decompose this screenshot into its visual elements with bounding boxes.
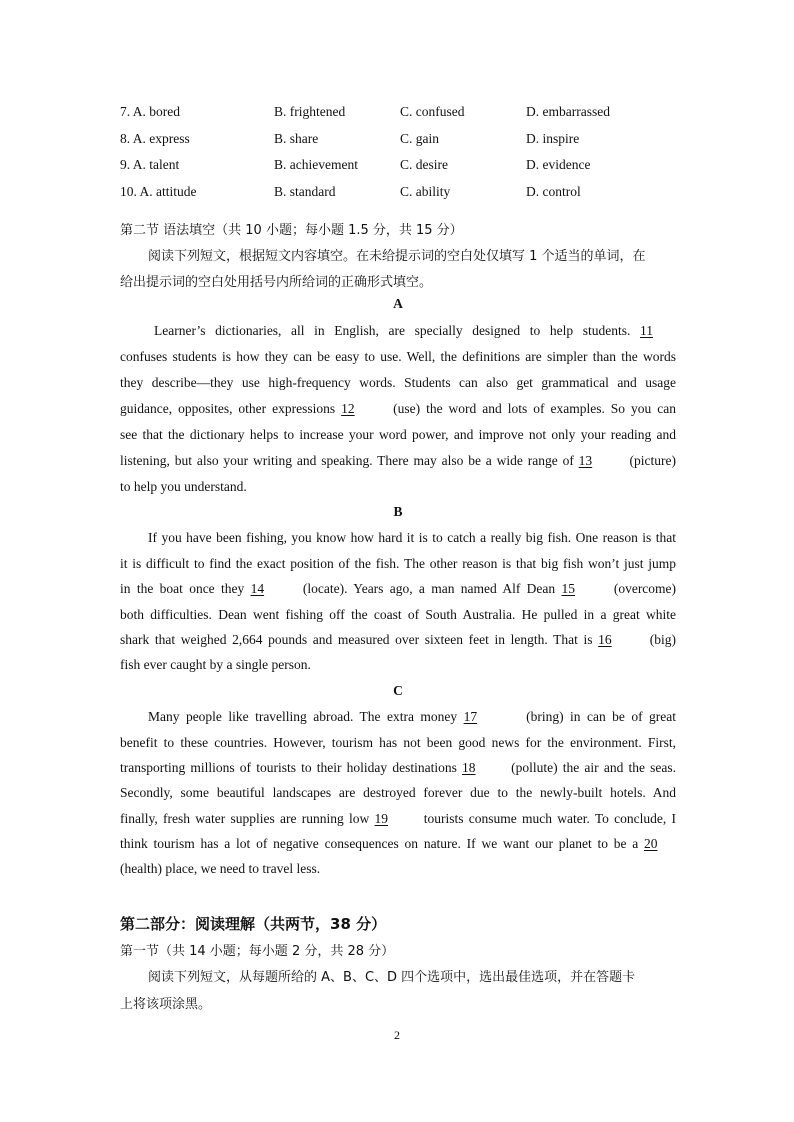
blank-11: 11 [640,323,654,338]
passage-a-line-5: see that the dictionary helps to increase your word power, and improve not only your reading and [120,427,676,442]
blank-18: 18 [461,760,476,775]
option-d: D. control [526,184,581,199]
passage-c-line-3 [120,760,676,776]
option-c: C. desire [400,157,448,172]
part-subheading: 第一节（共 14 小题；每小题 2 分，共 28 分） [120,944,395,959]
text-segment: transporting millions of tourists to their holiday destinations [120,760,457,775]
blank-14: 14 [250,581,265,596]
options-row-7 [120,104,680,124]
passage-c-label: C [393,683,403,698]
passage-a-line-2: confuses students is how they can be easy to use. Well, the definitions are simpler than the words [120,349,676,364]
text-segment: (picture) [629,453,677,468]
text-segment: finally, fresh water supplies are running low [120,811,370,826]
passage-b-line-4: both difficulties. Dean went fishing off the coast of South Australia. He pulled in a great white [120,607,676,622]
section-instructions-2: 给出提示词的空白处用括号内所给词的正确形式填空。 [120,275,433,290]
options-row-9 [120,157,680,177]
blank-20: 20 [644,836,658,851]
option-b: B. standard [274,184,336,199]
option-b: B. share [274,131,319,146]
passage-b-line-5 [120,632,676,648]
passage-a-line-6 [120,453,676,469]
part-instructions-1: 阅读下列短文，从每题所给的 A、B、C、D 四个选项中，选出最佳选项，并在答题卡 [148,970,636,985]
text-segment: listening, but also your writing and speaking. There may also be a wide range of [120,453,574,468]
section-heading: 第二节 语法填空（共 10 小题；每小题 1.5 分，共 15 分） [120,223,463,238]
passage-b-line-3 [120,581,676,597]
text-segment: guidance, opposites, other expressions [120,401,336,416]
option-a: 7. A. bored [120,104,180,119]
text-segment: Learner’s dictionaries, all in English, are specially designed to help students. [154,323,631,338]
passage-a-line-3: they describe—they use high-frequency words. Students can also get grammatical and usage [120,375,676,390]
part-heading: 第二部分：阅读理解（共两节，38 分） [120,915,387,933]
option-d: D. evidence [526,157,591,172]
passage-c-line-5 [120,811,676,827]
blank-12: 12 [341,401,355,416]
passage-b-line-1: If you have been fishing, you know how hard it is to catch a really big fish. One reason is that [148,530,676,545]
passage-c-line-6 [120,836,676,852]
section-instructions-1: 阅读下列短文，根据短文内容填空。在未给提示词的空白处仅填写 1 个适当的单词，在 [148,249,646,264]
passage-a-line-7: to help you understand. [120,479,247,494]
blank-13: 13 [578,453,593,468]
text-segment: think tourism has a lot of negative consequences on nature. If we want our planet to be a [120,836,639,851]
passage-c-line-7: (health) place, we need to travel less. [120,861,321,876]
passage-c-line-1 [148,709,676,725]
passage-b-line-6: fish ever caught by a single person. [120,657,311,672]
option-a: 10. A. attitude [120,184,197,199]
text-segment: (locate). Years ago, a man named Alf Dean [302,581,556,596]
text-segment: shark that weighed 2,664 pounds and measured over sixteen feet in length. That is [120,632,593,647]
passage-c-line-2: benefit to these countries. However, tourism has not been good news for the environment. First, [120,735,676,750]
option-c: C. ability [400,184,451,199]
option-a: 8. A. express [120,131,190,146]
passage-a-line-1 [154,323,676,339]
option-b: B. frightened [274,104,346,119]
text-segment: (use) the word and lots of examples. So you can [393,401,676,416]
text-segment: (big) [649,632,677,647]
passage-c-line-4: Secondly, some beautiful landscapes are destroyed forever due to the newly-built hotels. And [120,785,676,800]
options-row-10 [120,184,680,204]
blank-16: 16 [598,632,612,647]
text-segment: (pollute) the air and the seas. [511,760,676,775]
options-row-8 [120,131,680,151]
text-segment: Many people like travelling abroad. The extra money [148,709,458,724]
blank-17: 17 [463,709,478,724]
option-c: C. gain [400,131,439,146]
option-d: D. embarrassed [526,104,610,119]
option-c: C. confused [400,104,465,119]
passage-b-label: B [393,504,403,519]
option-b: B. achievement [274,157,358,172]
option-d: D. inspire [526,131,580,146]
page-number: 2 [394,1028,400,1042]
passage-a-line-4 [120,401,676,417]
text-segment: (bring) in can be of great [526,709,677,724]
text-segment: in the boat once they [120,581,245,596]
part-instructions-2: 上将该项涂黑。 [120,997,212,1012]
text-segment: tourists consume much water. To conclude, I [423,811,677,826]
text-segment: (overcome) [613,581,677,596]
passage-a-label: A [393,296,403,311]
passage-b-line-2: it is difficult to find the exact position of the fish. The other reason is that big fish won’t just jump [120,556,676,571]
option-a: 9. A. talent [120,157,180,172]
blank-15: 15 [561,581,575,596]
blank-19: 19 [374,811,388,826]
